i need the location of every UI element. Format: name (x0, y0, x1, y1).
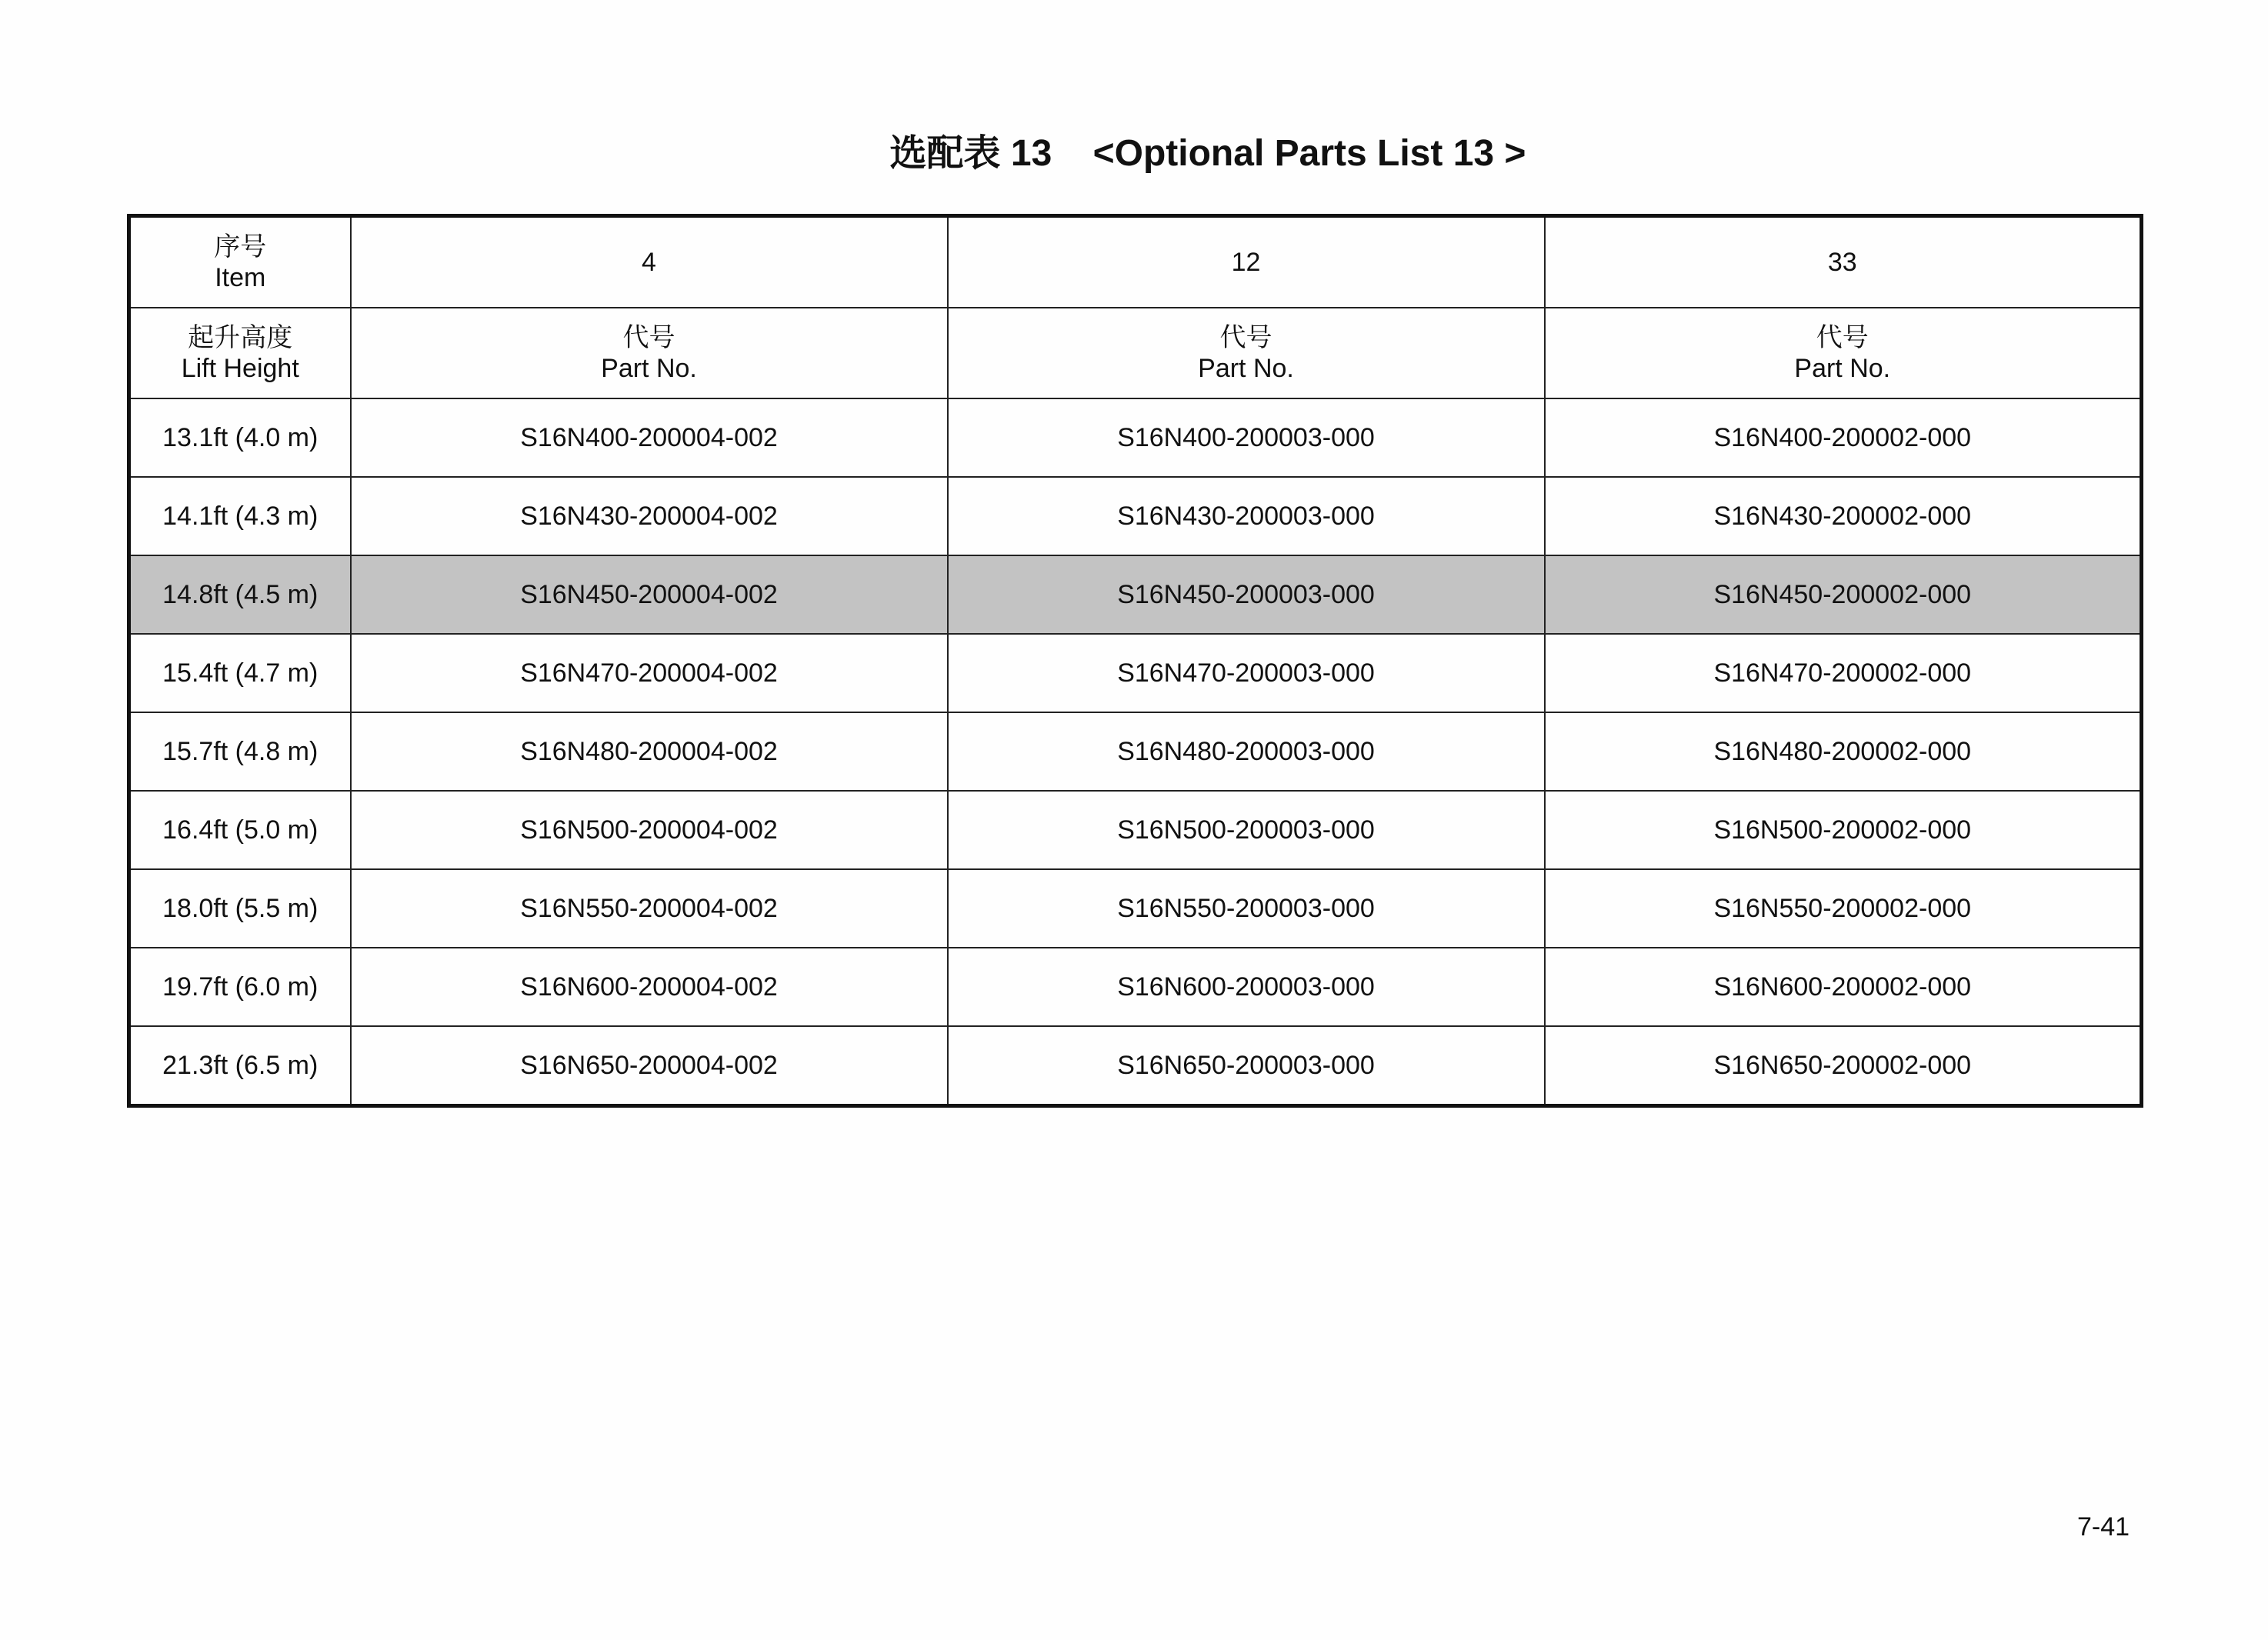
part-number-cell: S16N650-200003-000 (948, 1026, 1545, 1106)
lift-height-cell: 16.4ft (5.0 m) (129, 791, 351, 869)
table-row (129, 712, 2142, 791)
part-no-header (1545, 308, 2142, 398)
part-no-header (948, 308, 1545, 398)
part-number-cell: S16N430-200003-000 (948, 477, 1545, 555)
table-row (129, 398, 2142, 477)
item-header-row (129, 216, 2142, 308)
part-number-cell: S16N480-200002-000 (1545, 712, 2142, 791)
lift-height-cell: 14.1ft (4.3 m) (129, 477, 351, 555)
part-number-cell: S16N600-200004-002 (351, 948, 948, 1026)
lift-height-label-en: Lift Height (181, 354, 299, 383)
item-label-cn: 序号 (214, 232, 267, 262)
part-number-cell: S16N450-200002-000 (1545, 555, 2142, 634)
part-no-label-cn: 代号 (1816, 323, 1869, 352)
part-number-cell: S16N470-200003-000 (948, 634, 1545, 712)
part-no-label-en: Part No. (1198, 354, 1294, 383)
lift-height-cell: 14.8ft (4.5 m) (129, 555, 351, 634)
table-row (129, 869, 2142, 948)
part-number-cell: S16N430-200004-002 (351, 477, 948, 555)
part-number-cell: S16N550-200002-000 (1545, 869, 2142, 948)
table-row (129, 477, 2142, 555)
part-number-cell: S16N500-200002-000 (1545, 791, 2142, 869)
part-number-cell: S16N650-200002-000 (1545, 1026, 2142, 1106)
part-number-cell: S16N400-200004-002 (351, 398, 948, 477)
part-number-cell: S16N600-200003-000 (948, 948, 1545, 1026)
lift-height-cell: 15.4ft (4.7 m) (129, 634, 351, 712)
table-row (129, 791, 2142, 869)
lift-height-label-cn: 起升高度 (188, 323, 293, 352)
part-no-label-en: Part No. (1794, 354, 1891, 383)
item-label-en: Item (215, 263, 266, 292)
item-number-cell: 33 (1545, 216, 2142, 308)
part-number-cell: S16N470-200004-002 (351, 634, 948, 712)
table-row (129, 1026, 2142, 1106)
part-no-label-cn: 代号 (622, 323, 675, 352)
lift-height-cell: 13.1ft (4.0 m) (129, 398, 351, 477)
table-row (129, 948, 2142, 1026)
part-number-cell: S16N550-200003-000 (948, 869, 1545, 948)
part-number-cell: S16N550-200004-002 (351, 869, 948, 948)
column-header-row (129, 308, 2142, 398)
part-number-cell: S16N600-200002-000 (1545, 948, 2142, 1026)
lift-height-cell: 19.7ft (6.0 m) (129, 948, 351, 1026)
part-number-cell: S16N450-200004-002 (351, 555, 948, 634)
table-row (129, 555, 2142, 634)
part-number-cell: S16N400-200002-000 (1545, 398, 2142, 477)
lift-height-cell: 21.3ft (6.5 m) (129, 1026, 351, 1106)
part-number-cell: S16N470-200002-000 (1545, 634, 2142, 712)
part-number-cell: S16N430-200002-000 (1545, 477, 2142, 555)
part-number-cell: S16N480-200004-002 (351, 712, 948, 791)
part-no-label-cn: 代号 (1219, 323, 1272, 352)
item-number-cell: 12 (948, 216, 1545, 308)
part-no-label-en: Part No. (601, 354, 697, 383)
part-number-cell: S16N650-200004-002 (351, 1026, 948, 1106)
item-number-cell: 4 (351, 216, 948, 308)
part-number-cell: S16N480-200003-000 (948, 712, 1545, 791)
lift-height-cell: 15.7ft (4.8 m) (129, 712, 351, 791)
part-number-cell: S16N500-200003-000 (948, 791, 1545, 869)
part-no-header (351, 308, 948, 398)
page-title: 选配表 13 <Optional Parts List 13 > (889, 133, 1526, 174)
table-row (129, 634, 2142, 712)
part-number-cell: S16N450-200003-000 (948, 555, 1545, 634)
part-number-cell: S16N400-200003-000 (948, 398, 1545, 477)
optional-parts-table (127, 214, 2143, 1108)
lift-height-cell: 18.0ft (5.5 m) (129, 869, 351, 948)
lift-height-header (129, 308, 351, 398)
page-number: 7-41 (2077, 1512, 2130, 1542)
part-number-cell: S16N500-200004-002 (351, 791, 948, 869)
item-header-cell (129, 216, 351, 308)
